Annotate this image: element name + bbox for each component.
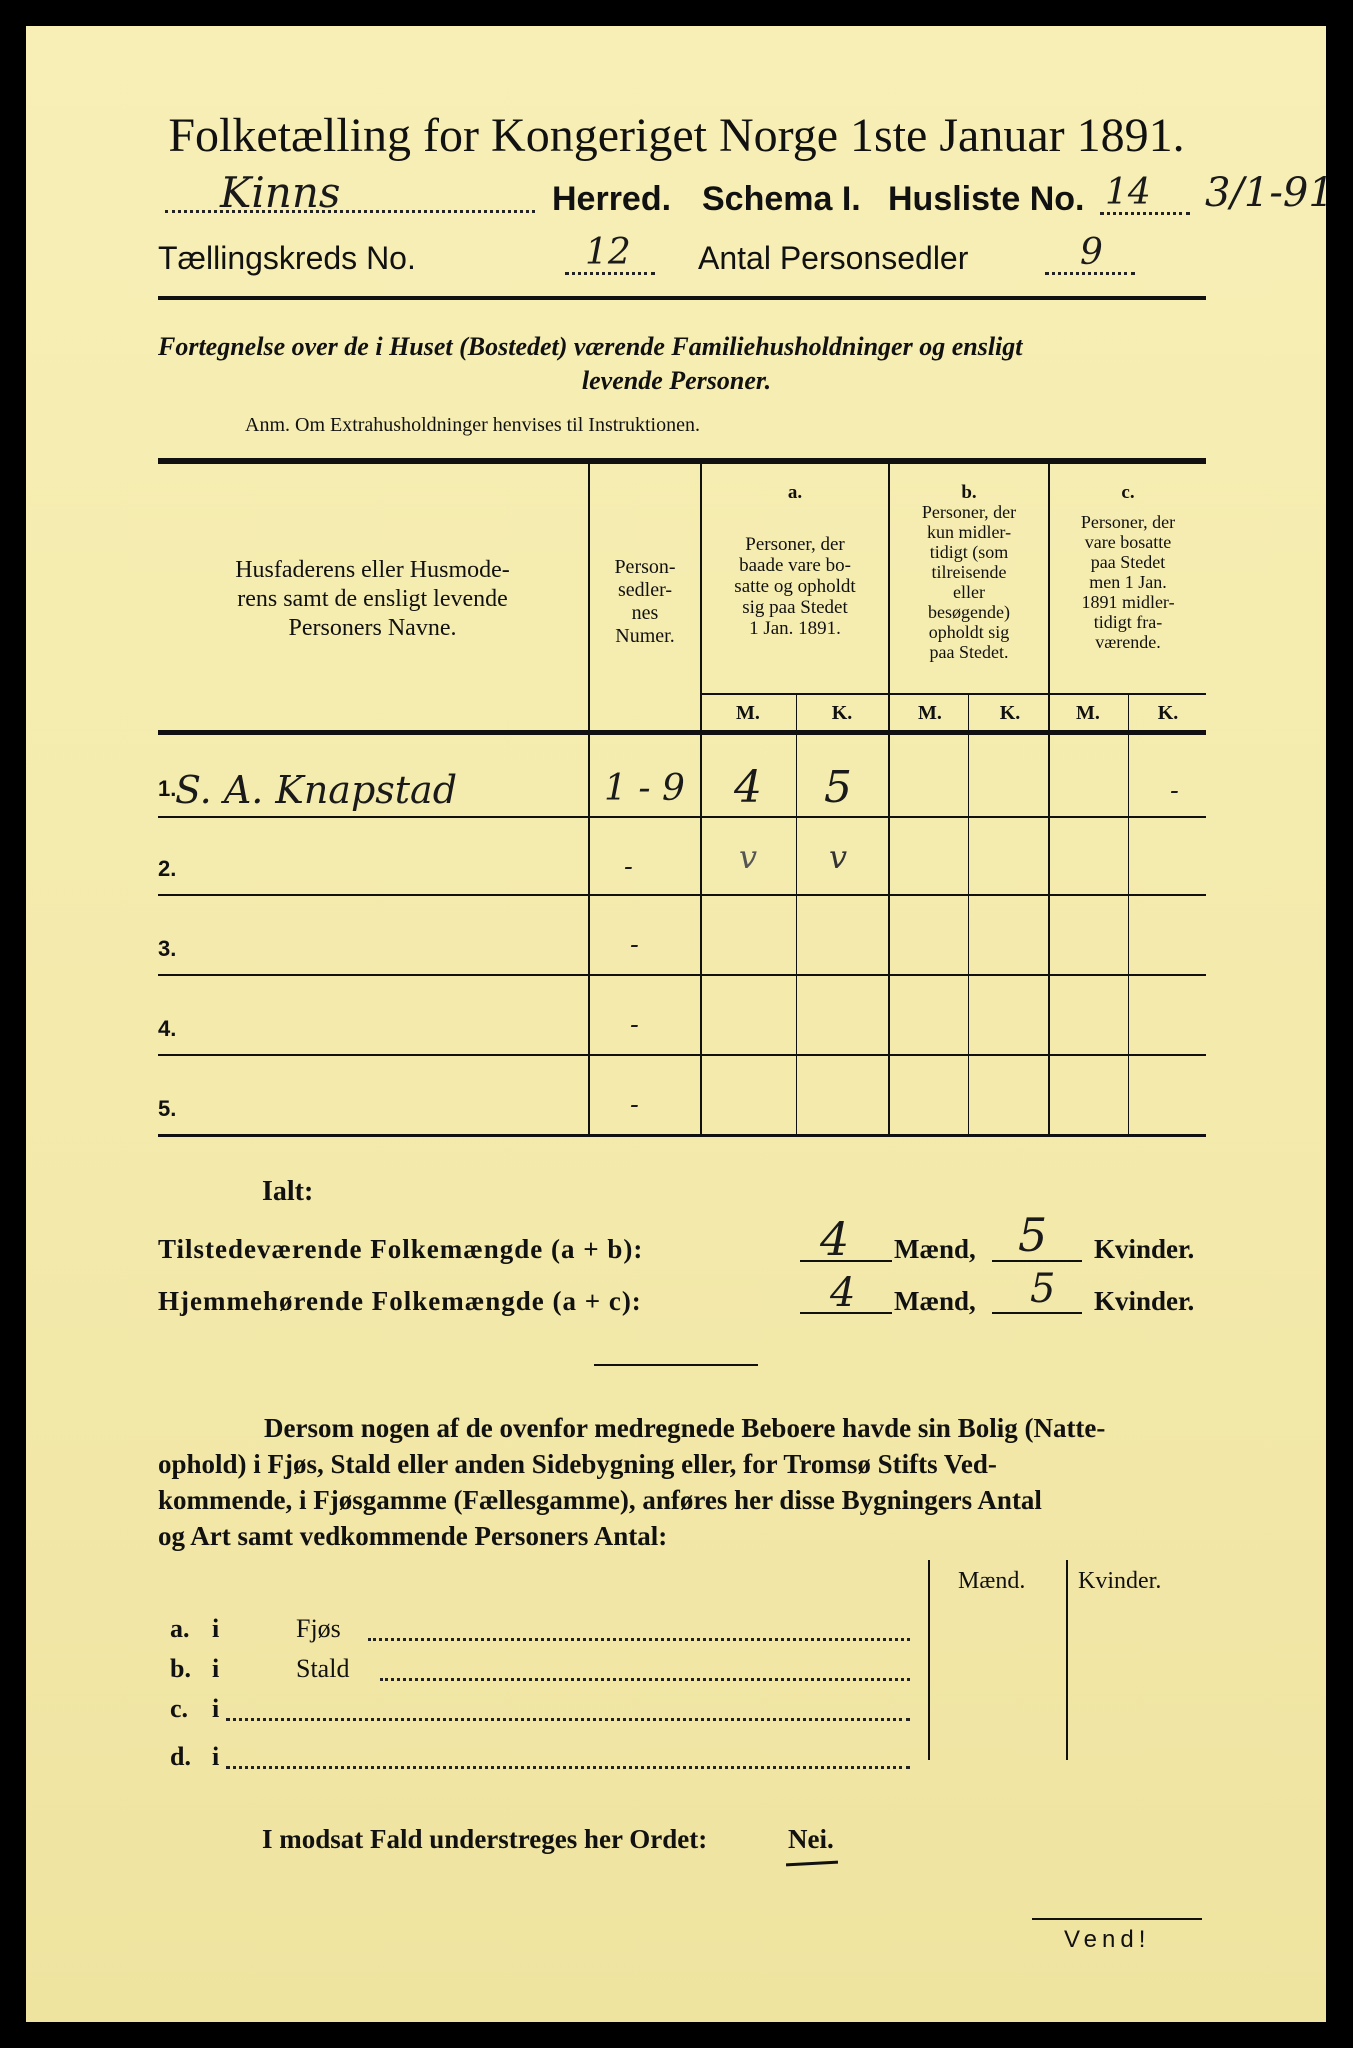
row-5-num: - xyxy=(630,1090,639,1120)
a-k-header: K. xyxy=(831,702,853,724)
row-2-num: - xyxy=(624,852,633,882)
hjem-k-line xyxy=(992,1312,1082,1314)
instructions-paragraph: Dersom nogen af de ovenfor medregnede Beboere havde sin Bolig (Natte- ophold) i Fjøs, Stald eller anden Sidebygning eller, for Tromsø Stifts Ved- kommende, i Fjøsgamme (Fællesgamme), anføres her disse Bygningers Antal og Art samt vedkommende Personers Antal: xyxy=(158,1413,1106,1551)
buildings-divider xyxy=(1066,1560,1068,1760)
c-m-header: M. xyxy=(1076,702,1100,724)
row-2-a-k-check: v xyxy=(828,838,848,876)
herred-label: Herred. xyxy=(552,180,672,218)
hjem-k-value: 5 xyxy=(1030,1266,1056,1312)
antal-label: Antal Personsedler xyxy=(698,240,969,276)
col-num-header: Person- sedler- nes Numer. xyxy=(614,556,676,647)
row-1-name: S. A. Knapstad xyxy=(175,768,458,812)
husliste-value: 14 xyxy=(1105,172,1151,213)
fjos-dotted-line xyxy=(368,1638,910,1641)
hjem-maend: Mænd, xyxy=(894,1286,976,1316)
row-rule xyxy=(158,1054,1206,1056)
form-title: Folketælling for Kongeriget Norge 1ste Januar 1891. xyxy=(168,109,1185,162)
hjem-kvinder: Kvinder. xyxy=(1094,1286,1195,1316)
row-1-c-k: - xyxy=(1170,776,1179,806)
mk-top-rule xyxy=(700,693,1206,695)
tilst-kvinder: Kvinder. xyxy=(1094,1234,1195,1264)
row-1-a-m: 4 xyxy=(734,762,762,813)
tilst-m-value: 4 xyxy=(820,1212,850,1266)
fjos-i: i xyxy=(212,1614,220,1643)
c-letter: c. xyxy=(170,1694,189,1723)
col-c-header: Personer, der vare bosatte paa Stedet men 1 Jan. 1891 midler- tidigt fra- værende. xyxy=(1080,512,1176,652)
separator-rule xyxy=(594,1364,758,1366)
schema-label: Schema I. xyxy=(702,180,861,218)
c-k-header: K. xyxy=(1157,702,1179,724)
stald-letter: b. xyxy=(170,1654,191,1683)
row-rule xyxy=(158,816,1206,818)
row-5-number: 5. xyxy=(158,1096,177,1121)
col-b-letter: b. xyxy=(961,482,977,503)
husliste-label: Husliste No. xyxy=(888,180,1085,218)
date-note: 3/1-91 xyxy=(1205,170,1334,216)
col-name-header: Husfaderens eller Husmode- rens samt de ensligt levende Personers Navne. xyxy=(235,557,510,641)
census-form xyxy=(26,26,1326,2022)
header-rule xyxy=(158,296,1206,300)
tilst-maend: Mænd, xyxy=(894,1234,976,1264)
kreds-label: Tællingskreds No. xyxy=(158,240,416,276)
d-i: i xyxy=(212,1742,220,1771)
hjem-label: Hjemmehørende Folkemængde (a + c): xyxy=(158,1286,642,1316)
tilst-k-value: 5 xyxy=(1018,1208,1048,1262)
row-rule xyxy=(158,974,1206,976)
row-rule xyxy=(158,894,1206,896)
intro-line-2: levende Personer. xyxy=(581,366,772,395)
row-4-number: 4. xyxy=(158,1016,177,1041)
vend-text: Vend! xyxy=(1064,1926,1151,1953)
c-dotted-line xyxy=(226,1718,910,1721)
row-1-num: 1 - 9 xyxy=(604,768,685,809)
table-bottom-rule xyxy=(158,1134,1206,1137)
nei-word: Nei. xyxy=(788,1824,834,1854)
row-2-number: 2. xyxy=(158,856,177,881)
stald-i: i xyxy=(212,1654,220,1683)
col-b-header: Personer, der kun midler- tidigt (som tilreisende eller besøgende) opholdt sig paa Stedet. xyxy=(921,502,1017,662)
col-a-header: Personer, der baade vare bo- satte og opholdt sig paa Stedet 1 Jan. 1891. xyxy=(734,534,856,639)
anm-note: Anm. Om Extrahusholdninger henvises til Instruktionen. xyxy=(245,414,700,436)
b-m-header: M. xyxy=(918,702,942,724)
tilst-label: Tilstedeværende Folkemængde (a + b): xyxy=(158,1234,644,1264)
antal-value: 9 xyxy=(1080,232,1103,273)
row-3-number: 3. xyxy=(158,936,177,961)
col-c-letter: c. xyxy=(1121,482,1135,503)
stald-dotted-line xyxy=(380,1678,910,1681)
buildings-divider xyxy=(928,1560,930,1760)
fjos-letter: a. xyxy=(170,1614,190,1643)
d-letter: d. xyxy=(170,1742,191,1771)
ialt-label: Ialt: xyxy=(262,1176,314,1207)
buildings-kvinder-header: Kvinder. xyxy=(1078,1568,1162,1594)
col-divider xyxy=(796,695,797,1134)
col-a-letter: a. xyxy=(787,482,803,503)
stald-label: Stald xyxy=(296,1654,350,1683)
buildings-maend-header: Mænd. xyxy=(958,1568,1026,1594)
b-k-header: K. xyxy=(999,702,1021,724)
row-1-number: 1. xyxy=(158,776,177,801)
modsat-text: I modsat Fald understreges her Ordet: xyxy=(262,1824,708,1854)
kreds-value: 12 xyxy=(585,232,631,273)
herred-value: Kinns xyxy=(220,168,341,217)
hjem-m-value: 4 xyxy=(830,1270,856,1316)
d-dotted-line xyxy=(226,1766,910,1769)
row-2-a-m-check: v xyxy=(738,838,758,876)
intro-line-1: Fortegnelse over de i Huset (Bostedet) værende Familiehusholdninger og ensligt xyxy=(158,332,1023,361)
row-3-num: - xyxy=(630,930,639,960)
c-i: i xyxy=(212,1694,220,1723)
col-divider xyxy=(968,695,969,1134)
col-divider xyxy=(1128,695,1129,1134)
fjos-label: Fjøs xyxy=(296,1614,341,1643)
row-1-a-k: 5 xyxy=(824,762,852,813)
vend-rule xyxy=(1032,1918,1202,1920)
row-4-num: - xyxy=(630,1010,639,1040)
a-m-header: M. xyxy=(736,702,760,724)
